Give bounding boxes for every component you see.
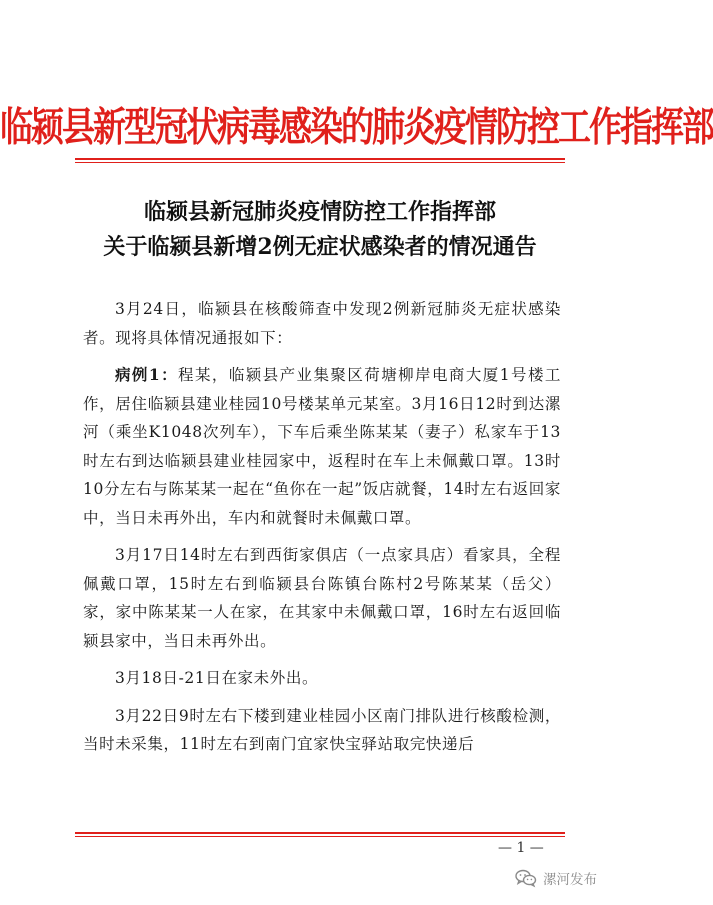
march-17-paragraph: 3月17日14时左右到西街家俱店（一点家具店）看家具，全程佩戴口罩，15时左右到临颍县台陈镇台陈村2号陈某某（岳父）家，家中陈某某一人在家，在其家中未佩戴口罩，16时左右返回临颍县家中，当日未再外出。	[83, 546, 561, 650]
intro-paragraph: 3月24日，临颍县在核酸筛查中发现2例新冠肺炎无症状感染者。现将具体情况通报如下：	[83, 300, 561, 347]
notice-title-line-1: 临颍县新冠肺炎疫情防控工作指挥部	[143, 199, 496, 225]
footer-red-rule-thin	[75, 836, 565, 837]
case-1-label: 病例1：	[115, 365, 179, 384]
case-1-text: 程某，临颍县产业集聚区荷塘柳岸电商大厦1号楼工作，居住临颍县建业桂园10号楼某单元某室。3月16日12时到达漯河（乘坐K1048次列车），下车后乘坐陈某某（妻子）私家车于13时左右到达临颍县建业桂园家中，返程时在车上未佩戴口罩。13时10分左右与陈某某一起在“鱼你在一起”饭店就餐，14时左右返回家中，当日未再外出，车内和就餐时未佩戴口罩。	[83, 366, 561, 527]
notice-title-line-2: 关于临颍县新增2例无症状感染者的情况通告	[103, 234, 537, 260]
page-number: — 1 —	[498, 840, 544, 856]
march-18-paragraph: 3月18日-21日在家未外出。	[115, 669, 319, 687]
masthead-title: 临颍县新型冠状病毒感染的肺炎疫情防控工作指挥部	[0, 103, 713, 150]
march-22-paragraph: 3月22日9时左右下楼到建业桂园小区南门排队进行核酸检测，当时未采集，11时左右到南门宜家快宝驿站取完快递后	[83, 706, 561, 753]
watermark	[515, 867, 597, 889]
case-1-paragraph	[83, 361, 561, 532]
header-red-rule-thin	[75, 162, 565, 163]
watermark-text: 漯河发布	[543, 872, 597, 888]
header-red-rule	[75, 158, 565, 160]
notice-body	[83, 295, 561, 768]
footer-red-rule	[75, 832, 565, 834]
wechat-icon	[515, 869, 537, 887]
